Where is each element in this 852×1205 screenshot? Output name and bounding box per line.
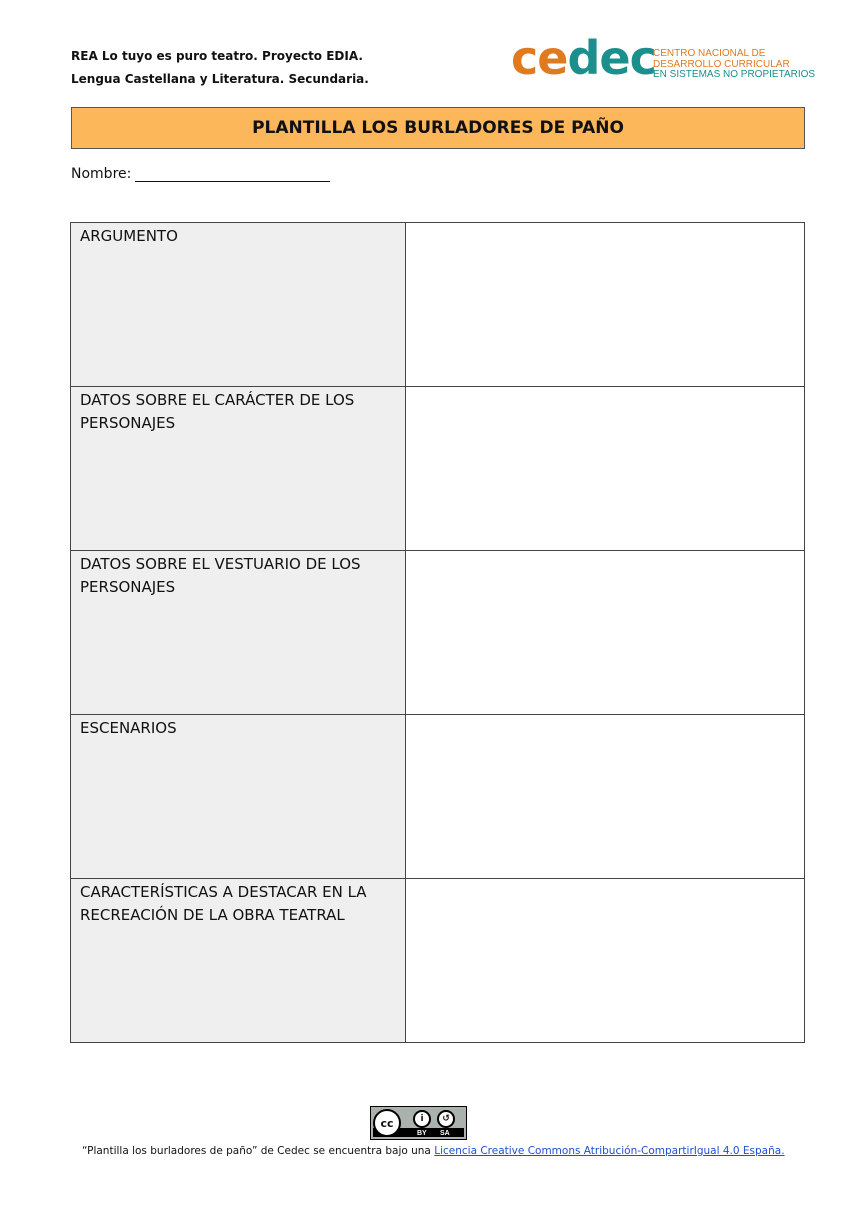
header-project-line: REA Lo tuyo es puro teatro. Proyecto EDIA. <box>71 49 363 63</box>
row-label: DATOS SOBRE EL VESTUARIO DE LOS PERSONAJES <box>71 551 406 715</box>
sa-label: SA <box>440 1130 450 1137</box>
answer-cell[interactable] <box>406 223 805 387</box>
row-label: DATOS SOBRE EL CARÁCTER DE LOS PERSONAJES <box>71 387 406 551</box>
by-label: BY <box>417 1130 427 1137</box>
license-footer <box>82 1145 785 1157</box>
title-banner: PLANTILLA LOS BURLADORES DE PAÑO <box>71 107 805 149</box>
answer-cell[interactable] <box>406 715 805 879</box>
table-row <box>71 879 805 1043</box>
header-subject-line: Lengua Castellana y Literatura. Secundaria. <box>71 72 369 86</box>
nombre-blank-line[interactable] <box>135 166 330 182</box>
row-label: CARACTERÍSTICAS A DESTACAR EN LA RECREACIÓN DE LA OBRA TEATRAL <box>71 879 406 1043</box>
share-alike-icon: ↺ <box>437 1110 455 1128</box>
answer-cell[interactable] <box>406 551 805 715</box>
license-link[interactable]: Licencia Creative Commons Atribución-CompartirIgual 4.0 España. <box>434 1145 785 1157</box>
worksheet-table <box>70 222 805 1043</box>
table-row <box>71 223 805 387</box>
cc-icon: cc <box>373 1109 401 1137</box>
table-row <box>71 551 805 715</box>
answer-cell[interactable] <box>406 387 805 551</box>
row-label: ARGUMENTO <box>71 223 406 387</box>
creative-commons-by-sa-icon <box>370 1106 467 1140</box>
row-label: ESCENARIOS <box>71 715 406 879</box>
license-text: “Plantilla los burladores de paño” de Cedec se encuentra bajo una <box>82 1145 431 1157</box>
nombre-field[interactable] <box>71 166 330 182</box>
attribution-icon: i <box>413 1110 431 1128</box>
nombre-label: Nombre: <box>71 166 132 182</box>
cedec-wordmark: cedec <box>511 31 656 85</box>
cedec-tagline: CENTRO NACIONAL DE DESARROLLO CURRICULAR EN SISTEMAS NO PROPIETARIOS <box>653 48 816 80</box>
table-row <box>71 387 805 551</box>
table-row <box>71 715 805 879</box>
answer-cell[interactable] <box>406 879 805 1043</box>
